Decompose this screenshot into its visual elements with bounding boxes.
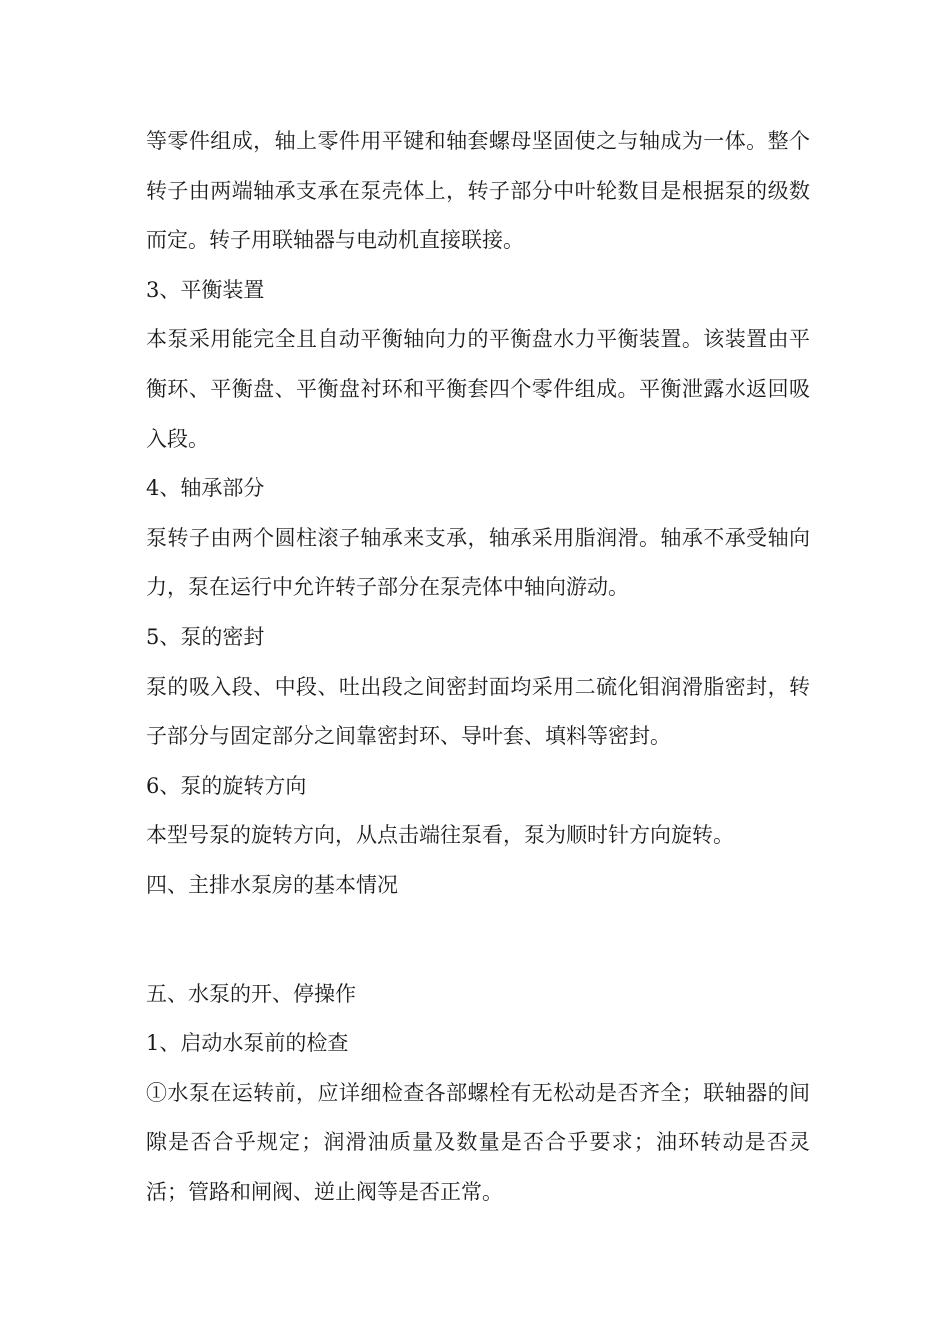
paragraph-pre-start-check: ①水泵在运转前，应详细检查各部螺栓有无松动是否齐全；联轴器的间隙是否合乎规定；润滑油质量及数量是否合乎要求；油环转动是否灵活；管路和闸阀、逆止阀等是否正常。 [146, 1080, 810, 1204]
heading-pump-seal: 5、泵的密封 [146, 624, 265, 649]
paragraph-bearing: 泵转子由两个圆柱滚子轴承来支承，轴承采用脂润滑。轴承不承受轴向力，泵在运行中允许转子部分在泵壳体中轴向游动。 [146, 525, 810, 600]
paragraph-rotation-direction: 本型号泵的旋转方向，从点击端往泵看，泵为顺时针方向旋转。 [146, 823, 734, 848]
paragraph-rotor-description: 等零件组成，轴上零件用平键和轴套螺母坚固使之与轴成为一体。整个转子由两端轴承支承在泵壳体上，转子部分中叶轮数目是根据泵的级数而定。转子用联轴器与电动机直接联接。 [146, 129, 810, 253]
blank-space [146, 911, 810, 970]
document-body [146, 117, 810, 1217]
heading-bearing: 4、轴承部分 [146, 476, 265, 501]
heading-start-stop: 五、水泵的开、停操作 [146, 981, 356, 1006]
paragraph-balance-device: 本泵采用能完全且自动平衡轴向力的平衡盘水力平衡装置。该装置由平衡环、平衡盘、平衡盘衬环和平衡套四个零件组成。平衡泄露水返回吸入段。 [146, 327, 810, 451]
heading-pre-start-check: 1、启动水泵前的检查 [146, 1031, 349, 1056]
heading-balance-device: 3、平衡装置 [146, 277, 265, 302]
heading-rotation-direction: 6、泵的旋转方向 [146, 773, 307, 798]
paragraph-pump-seal: 泵的吸入段、中段、吐出段之间密封面均采用二硫化钼润滑脂密封，转子部分与固定部分之间靠密封环、导叶套、填料等密封。 [146, 674, 810, 749]
heading-pump-room: 四、主排水泵房的基本情况 [146, 872, 398, 897]
